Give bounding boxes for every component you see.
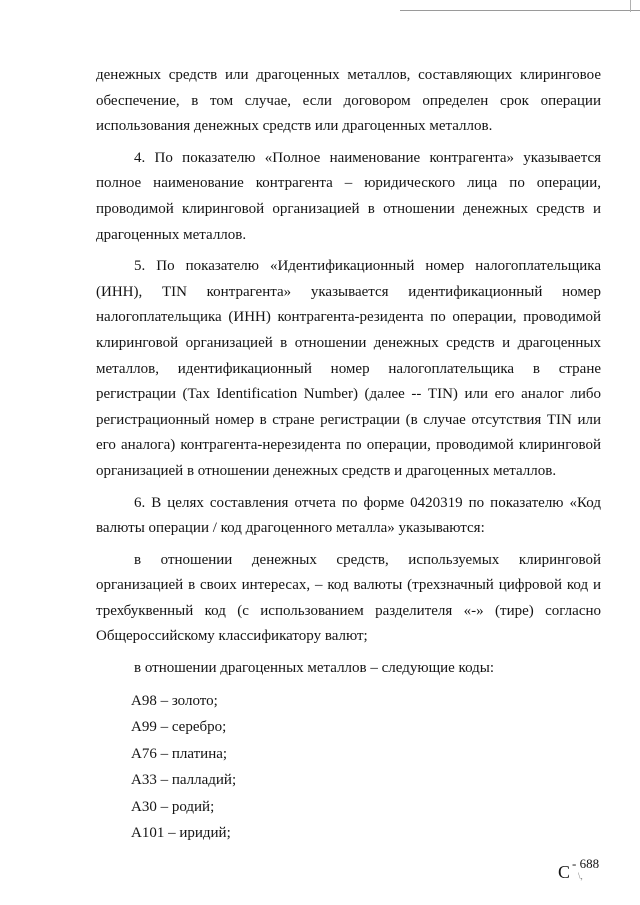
paragraph-metal-codes-intro: в отношении драгоценных металлов – следующие коды:: [134, 660, 495, 677]
paragraph-item-6: 6. В целях составления отчета по форме 0420319 по показателю «Код валюты операции / код драгоценного металла» указываются:: [96, 494, 601, 537]
page-number-stamp: [558, 856, 618, 886]
list-item: А101 – иридий;: [131, 825, 231, 842]
page-number: - 688: [572, 856, 600, 871]
list-item: А76 – платина;: [131, 745, 228, 762]
list-item: А30 – родий;: [131, 798, 215, 815]
list-item: А98 – золото;: [131, 692, 218, 709]
paragraph-continuation: денежных средств или драгоценных металлов, составляющих клиринговое обеспечение, в том случае, если договором определен срок операции использования денежных средств или драгоценных металлов.: [96, 67, 601, 135]
stamp-tick: \,: [578, 871, 583, 881]
document-body: [96, 63, 601, 847]
list-item: А33 – палладий;: [131, 772, 237, 789]
paragraph-currency-codes: в отношении денежных средств, используемых клиринговой организацией в своих интересах, – код валюты (трехзначный цифровой код и трехбуквенный код (с использованием разделителя «-» (тире) согласно Общероссийскому классификатору валют;: [96, 551, 601, 645]
paragraph-item-4: 4. По показателю «Полное наименование контрагента» указывается полное наименование контрагента – юридического лица по операции, проводимой клиринговой организацией в отношении денежных средств и драгоценных металлов.: [96, 149, 601, 243]
paragraph-item-5: 5. По показателю «Идентификационный номер налогоплательщика (ИНН), TIN контрагента» указывается идентификационный номер налогоплательщика (ИНН) контрагента-резидента по операции, проводимой клиринговой организацией в отношении денежных средств и драгоценных металлов, идентификационный номер налогоплательщика в стране регистрации (Tax Identification Number) (далее -- TIN) или его аналог либо регистрационный номер в стране регистрации (в случае отсутствия TIN или его аналога) контрагента-нерезидента по операции, проводимой клиринговой организацией в отношении денежных средств и драгоценных металлов.: [96, 258, 601, 479]
scan-edge-line: [400, 10, 640, 11]
list-item: А99 – серебро;: [131, 719, 227, 736]
stamp-letter: С: [558, 862, 571, 882]
scan-edge-mark: [630, 0, 631, 12]
metal-code-list: [131, 688, 601, 847]
